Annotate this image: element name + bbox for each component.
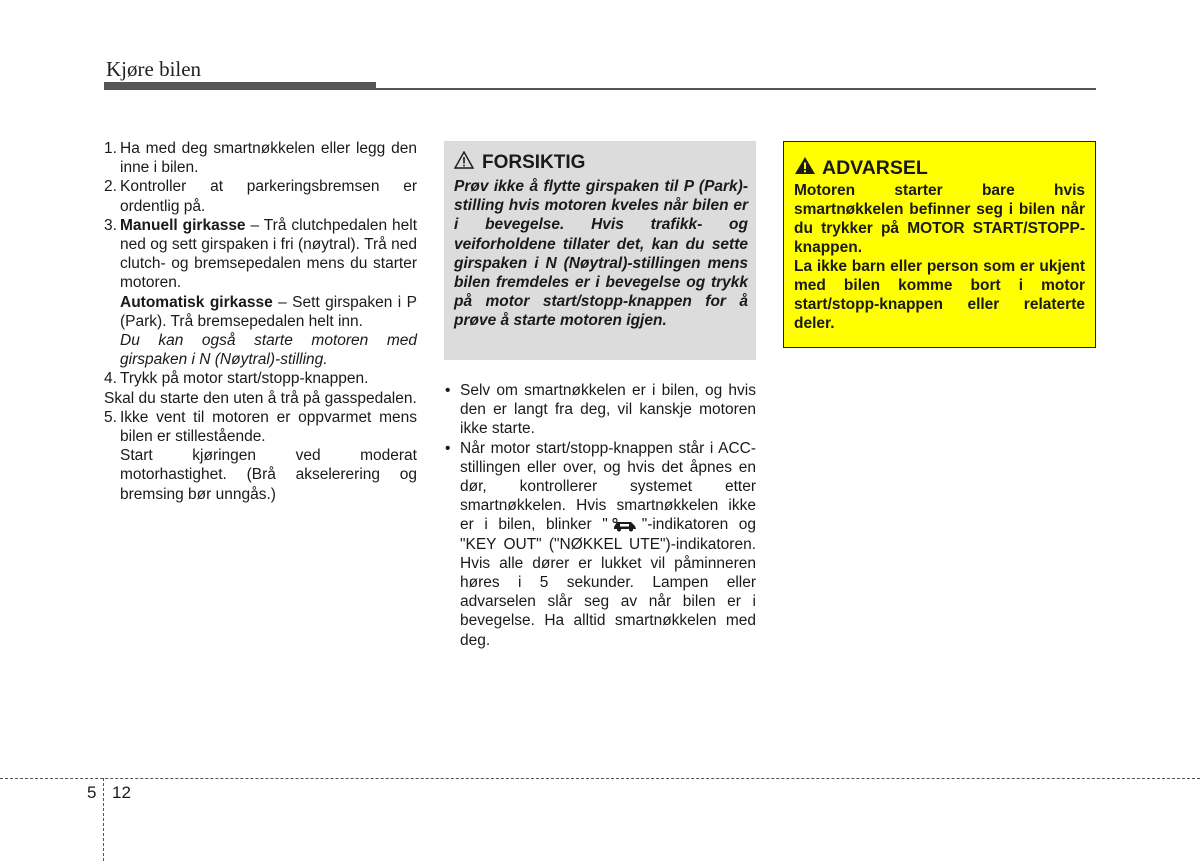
step-text: [120, 216, 417, 293]
bullet-text-after-icon: "-indikatoren og "KEY OUT" ("NØKKEL UTE")-indikatoren. Hvis alle dører er lukket vil påminneren høres i 5 sekunder. Lampen eller advarselen slår seg av når bilen er i bevegelse. Ha alltid smartnøkkelen med deg.: [460, 516, 756, 649]
bullet-marker: •: [445, 439, 451, 457]
bullet-marker: •: [445, 382, 451, 399]
footer-vertical-divider: [103, 778, 104, 861]
bullet-item: [444, 381, 756, 439]
caution-header: [454, 151, 748, 174]
manual-gearbox-text: – Trå clutchpedalen helt ned og sett girspaken i fri (nøytral). Trå ned clutch- og bremsepedalen mens du starter motoren.: [120, 216, 418, 292]
neutral-note: Du kan også starte motoren med girspaken i N (Nøytral)-stilling.: [120, 332, 417, 369]
step-text: Ikke vent til motoren er oppvarmet mens bilen er stillestående.: [120, 408, 417, 446]
caution-box: [444, 141, 756, 360]
warning-header: [794, 156, 1085, 180]
footer-divider: [0, 778, 1200, 779]
warning-triangle-icon: [454, 151, 474, 174]
middle-column: [444, 381, 756, 650]
step-5: [104, 408, 417, 446]
page-number: 12: [112, 783, 131, 802]
automatic-gearbox-paragraph: [120, 293, 417, 331]
page-title: Kjøre bilen: [106, 57, 202, 81]
step-5-note: Start kjøringen ved moderat motorhastighet. (Brå akselerering og bremsing bør unngås.): [120, 447, 417, 503]
step-4: [104, 369, 417, 388]
warning-box: [783, 141, 1096, 348]
left-column: [104, 139, 417, 504]
bullet-item: [444, 439, 756, 650]
step-text: Trykk på motor start/stopp-knappen.: [120, 370, 369, 388]
warning-triangle-icon: [794, 156, 816, 180]
chapter-number: 5: [87, 783, 97, 802]
step-number: 3.: [104, 216, 117, 234]
step-text: Ha med deg smartnøkkelen eller legg den inne i bilen.: [120, 140, 417, 177]
step-number: 2.: [104, 178, 117, 196]
automatic-gearbox-text: – Sett girspaken i P (Park). Trå bremsepedalen helt inn.: [120, 293, 417, 330]
bullet-text: Selv om smartnøkkelen er i bilen, og hvis den er langt fra deg, vil kanskje motoren ikke starte.: [460, 382, 756, 438]
bullet-text: [460, 439, 756, 650]
step-number: 5.: [104, 408, 117, 426]
step-1: [104, 139, 417, 177]
caution-title: FORSIKTIG: [482, 151, 586, 173]
step-4-note: Skal du starte den uten å trå på gasspedalen.: [104, 389, 417, 407]
manual-gearbox-label: Manuell girkasse: [120, 216, 246, 234]
bullet-text-before-icon: Når motor start/stopp-knappen står i ACC-stillingen eller over, og hvis det åpnes en dør, kontrollerer systemet etter smartnøkkelen. Hvis smartnøkkelen ikke er i bilen, blinker ": [460, 439, 756, 534]
step-3: [104, 216, 417, 293]
step-number: 4.: [104, 370, 117, 388]
warning-text-2: La ikke barn eller person som er ukjent med bilen komme bort i motor start/stopp-knappen eller relaterte deler.: [794, 258, 1085, 332]
smart-key-indicator-icon: [612, 518, 638, 532]
caution-text: Prøv ikke å flytte girspaken til P (Park)-stilling hvis motoren kveles når bilen er i bevegelse. Hvis trafikk- og veiforholdene tillater det, kan du sette girspaken i N (Nøytral)-stillingen mens bilen fremdeles er i bevegelse og trykk på motor start/stopp-knappen for å prøve å starte motoren igjen.: [454, 178, 748, 330]
step-text: Kontroller at parkeringsbremsen er ordentlig på.: [120, 178, 417, 215]
warning-text-1: Motoren starter bare hvis smartnøkkelen befinner seg i bilen når du trykker på MOTOR START/STOPP-knappen.: [794, 182, 1085, 256]
automatic-gearbox-label: Automatisk girkasse: [120, 293, 273, 311]
warning-title: ADVARSEL: [822, 156, 928, 179]
header-rule-thick: [104, 82, 376, 90]
step-number: 1.: [104, 140, 117, 157]
step-2: [104, 177, 417, 215]
header-rule-thin: [376, 88, 1096, 90]
